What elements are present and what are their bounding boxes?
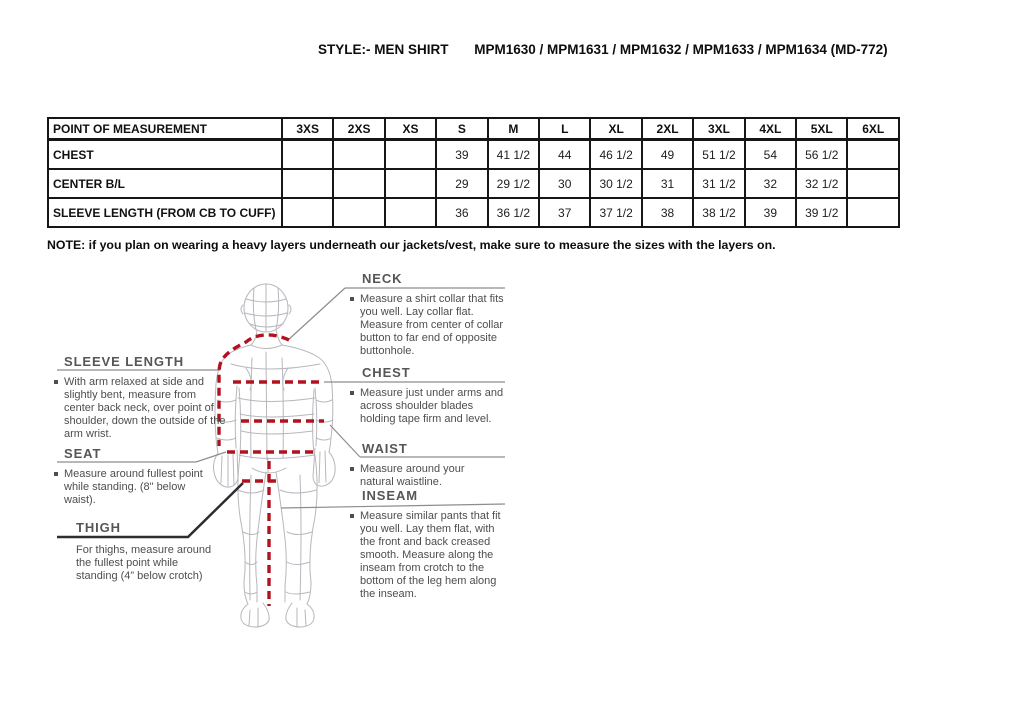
neck-sleeve-measure-line [219,335,289,446]
neck-description: Measure a shirt collar that fits you well. Lay collar flat. Measure from center of collar button to far end of opposite buttonhole. [360,293,504,357]
size-value-cell: 51 1/2 [693,140,744,170]
neck-description-row [350,293,505,358]
size-value-cell [333,140,384,170]
row-label: SLEEVE LENGTH (FROM CB TO CUFF) [48,198,282,227]
size-column-header: 6XL [847,118,899,140]
square-bullet-icon [350,297,354,301]
size-value-cell [847,198,899,227]
size-value-cell [282,169,333,198]
size-value-cell: 36 [436,198,487,227]
chest-description-row [350,387,505,426]
note-text: NOTE: if you plan on wearing a heavy layers underneath our jackets/vest, make sure to measure the sizes with the layers on. [47,238,776,252]
size-value-cell: 37 1/2 [590,198,641,227]
thigh-description: For thighs, measure around the fullest point while standing (4” below crotch) [76,544,212,582]
size-value-cell [385,169,436,198]
size-value-cell: 56 1/2 [796,140,847,170]
square-bullet-icon [350,514,354,518]
square-bullet-icon [54,380,58,384]
table-row [48,198,899,227]
row-label: CHEST [48,140,282,170]
inseam-description-row [350,510,510,601]
square-bullet-icon [350,467,354,471]
size-value-cell [847,169,899,198]
size-column-header: 5XL [796,118,847,140]
measure-label-inseam [350,488,510,601]
square-bullet-icon [350,391,354,395]
size-value-cell: 39 [436,140,487,170]
size-value-cell: 32 [745,169,796,198]
size-value-cell: 49 [642,140,693,170]
size-value-cell: 30 [539,169,590,198]
seat-description: Measure around fullest point while standing. (8" below waist). [64,468,203,506]
inseam-description: Measure similar pants that fit you well. Lay them flat, with the front and back creased smooth. Measure along the inseam from crotch to the bottom of the leg hem along the inseam. [360,510,501,600]
size-value-cell: 38 1/2 [693,198,744,227]
table-row [48,169,899,198]
square-bullet-icon [54,472,58,476]
measure-label-waist [350,441,495,489]
measurement-column-header: POINT OF MEASUREMENT [48,118,282,140]
size-column-header: 2XS [333,118,384,140]
seat-label: SEAT [64,446,102,461]
measure-label-seat [54,446,204,507]
size-value-cell: 41 1/2 [488,140,539,170]
size-value-cell [282,140,333,170]
sleeve-length-description: With arm relaxed at side and slightly bent, measure from center back neck, over point of shoulder, down the outside of the arm wrist. [64,376,226,440]
size-value-cell: 38 [642,198,693,227]
sleeve-length-label: SLEEVE LENGTH [64,354,185,369]
size-value-cell: 39 1/2 [796,198,847,227]
size-value-cell: 37 [539,198,590,227]
thigh-label: THIGH [76,520,121,535]
size-value-cell [385,198,436,227]
size-value-cell: 29 [436,169,487,198]
size-table [47,117,900,228]
size-column-header: XL [590,118,641,140]
measurement-lines [219,335,324,606]
size-value-cell [385,140,436,170]
inseam-label: INSEAM [362,488,418,503]
style-label: STYLE:- MEN SHIRT [318,42,449,57]
size-column-header: 2XL [642,118,693,140]
size-column-header: M [488,118,539,140]
size-column-header: 3XL [693,118,744,140]
size-value-cell: 32 1/2 [796,169,847,198]
size-value-cell [333,169,384,198]
row-label: CENTER B/L [48,169,282,198]
size-value-cell [333,198,384,227]
waist-label: WAIST [362,441,408,456]
seat-description-row [54,468,204,507]
size-value-cell: 29 1/2 [488,169,539,198]
measure-label-thigh [57,520,217,583]
chest-description: Measure just under arms and across shoulder blades holding tape firm and level. [360,387,504,425]
neck-label: NECK [362,271,403,286]
style-codes: MPM1630 / MPM1631 / MPM1632 / MPM1633 / MPM1634 (MD-772) [474,42,888,57]
size-value-cell [847,140,899,170]
sleeve-length-description-row [54,376,226,441]
size-value-cell: 39 [745,198,796,227]
size-value-cell: 31 1/2 [693,169,744,198]
measure-label-chest [350,365,505,426]
chest-label: CHEST [362,365,411,380]
size-value-cell: 30 1/2 [590,169,641,198]
size-value-cell: 54 [745,140,796,170]
size-value-cell [282,198,333,227]
waist-description: Measure around your natural waistline. [360,463,465,488]
page-title [318,42,888,57]
size-value-cell: 44 [539,140,590,170]
size-value-cell: 31 [642,169,693,198]
table-row [48,140,899,170]
size-column-header: 3XS [282,118,333,140]
size-column-header: S [436,118,487,140]
measure-label-sleeve-length [54,354,226,441]
measure-label-neck [350,271,505,358]
waist-description-row [350,463,495,489]
size-column-header: L [539,118,590,140]
size-value-cell: 36 1/2 [488,198,539,227]
thigh-description-row [76,544,217,583]
size-column-header: 4XL [745,118,796,140]
size-column-header: XS [385,118,436,140]
size-value-cell: 46 1/2 [590,140,641,170]
